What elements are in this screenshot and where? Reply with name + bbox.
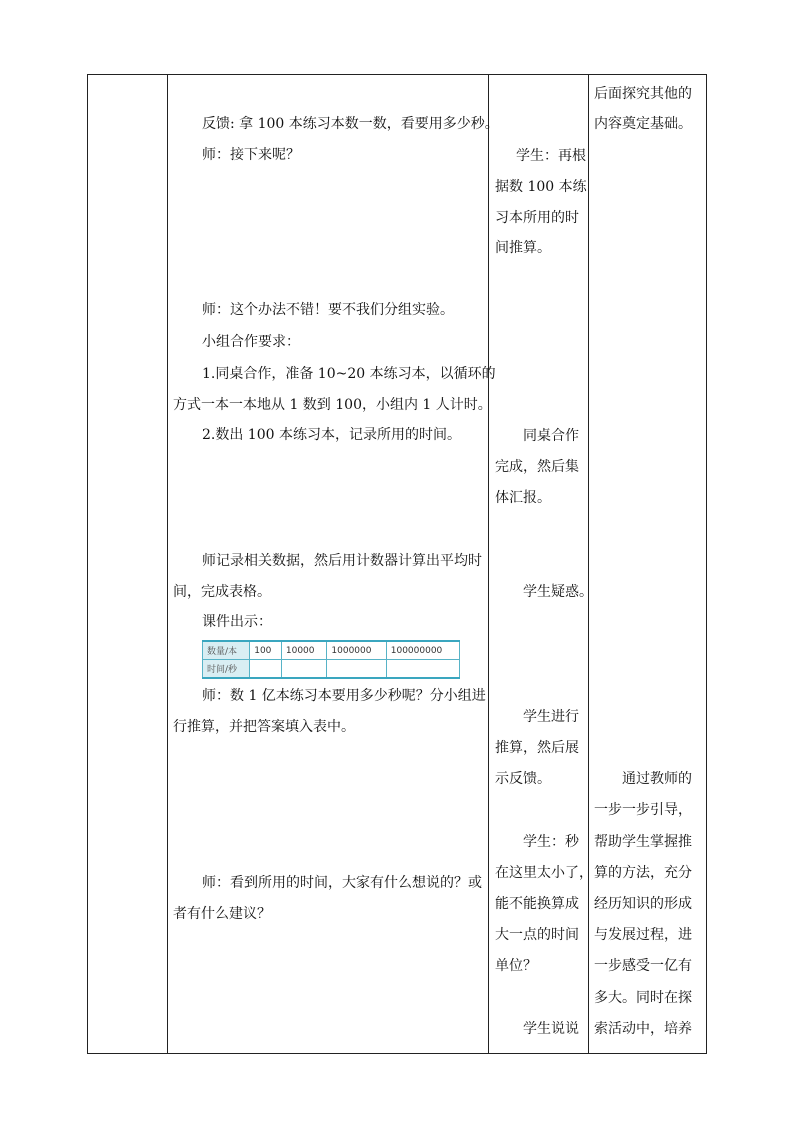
student-line: 学生说说 [523, 1021, 579, 1037]
table-cell [327, 660, 386, 679]
intent-line: 内容奠定基础。 [594, 116, 692, 132]
intent-line: 一步一步引导， [594, 802, 692, 818]
intent-line: 多大。同时在探 [594, 990, 692, 1006]
intent-line: 一步感受一亿有 [594, 958, 692, 974]
teacher-line: 师：看到所用的时间，大家有什么想说的？或 [202, 875, 482, 891]
teacher-line: 师：接下来呢？ [202, 147, 300, 163]
teacher-line: 师：这个办法不错！要不我们分组实验。 [202, 302, 454, 318]
intent-line: 算的方法，充分 [594, 865, 692, 881]
table-cell: 100 [250, 641, 282, 660]
student-line: 同桌合作 [523, 428, 579, 444]
intent-line: 经历知识的形成 [594, 896, 692, 912]
teacher-line: 2.数出 100 本练习本，记录所用的时间。 [202, 427, 461, 443]
table-cell [281, 660, 327, 679]
table-cell: 10000 [281, 641, 327, 660]
intent-line: 索活动中，培养 [594, 1021, 692, 1037]
student-line: 学生进行 [523, 709, 579, 725]
intent-line: 后面探究其他的 [594, 86, 692, 102]
student-line: 单位？ [495, 958, 537, 974]
table-cell: 数量/本 [203, 641, 250, 660]
student-line: 完成，然后集 [495, 459, 579, 475]
table-cell: 1000000 [327, 641, 386, 660]
teacher-line: 师记录相关数据，然后用计数器计算出平均时 [202, 553, 482, 569]
table-row [203, 660, 460, 679]
student-line: 习本所用的时 [495, 210, 579, 226]
student-line: 学生：再根 [516, 148, 586, 164]
teacher-line: 师：数 1 亿本练习本要用多少秒呢？分小组进 [202, 688, 486, 704]
student-line: 推算，然后展 [495, 740, 579, 756]
teacher-line: 者有什么建议？ [173, 906, 271, 922]
table-cell: 100000000 [386, 641, 459, 660]
student-line: 能不能换算成 [495, 896, 579, 912]
student-line: 据数 100 本练 [495, 179, 587, 195]
student-line: 示反馈。 [495, 771, 551, 787]
teacher-line: 小组合作要求： [202, 334, 300, 350]
table-cell: 时间/秒 [203, 660, 250, 679]
student-line: 体汇报。 [495, 490, 551, 506]
student-line: 学生：秒 [523, 834, 579, 850]
teacher-line: 反馈: 拿 100 本练习本数一数，看要用多少秒。 [202, 116, 499, 132]
teacher-line: 课件出示： [202, 614, 272, 630]
student-line: 学生疑惑。 [523, 584, 593, 600]
teacher-line: 间，完成表格。 [173, 584, 271, 600]
table-cell [386, 660, 459, 679]
teacher-line: 1.同桌合作，准备 10~20 本练习本，以循环的 [202, 366, 496, 382]
column-divider [588, 74, 589, 1054]
column-divider [167, 74, 168, 1054]
student-line: 间推算。 [495, 240, 551, 256]
courseware-table [202, 640, 460, 679]
student-line: 大一点的时间 [495, 927, 579, 943]
column-divider [488, 74, 489, 1054]
student-line: 在这里太小了， [495, 865, 593, 881]
table-row [203, 641, 460, 660]
teacher-line: 方式一本一本地从 1 数到 100，小组内 1 人计时。 [173, 397, 492, 413]
teacher-line: 行推算，并把答案填入表中。 [173, 719, 355, 735]
intent-line: 帮助学生掌握推 [594, 834, 692, 850]
table-cell [250, 660, 282, 679]
intent-line: 与发展过程，进 [594, 927, 692, 943]
intent-line: 通过教师的 [622, 771, 692, 787]
